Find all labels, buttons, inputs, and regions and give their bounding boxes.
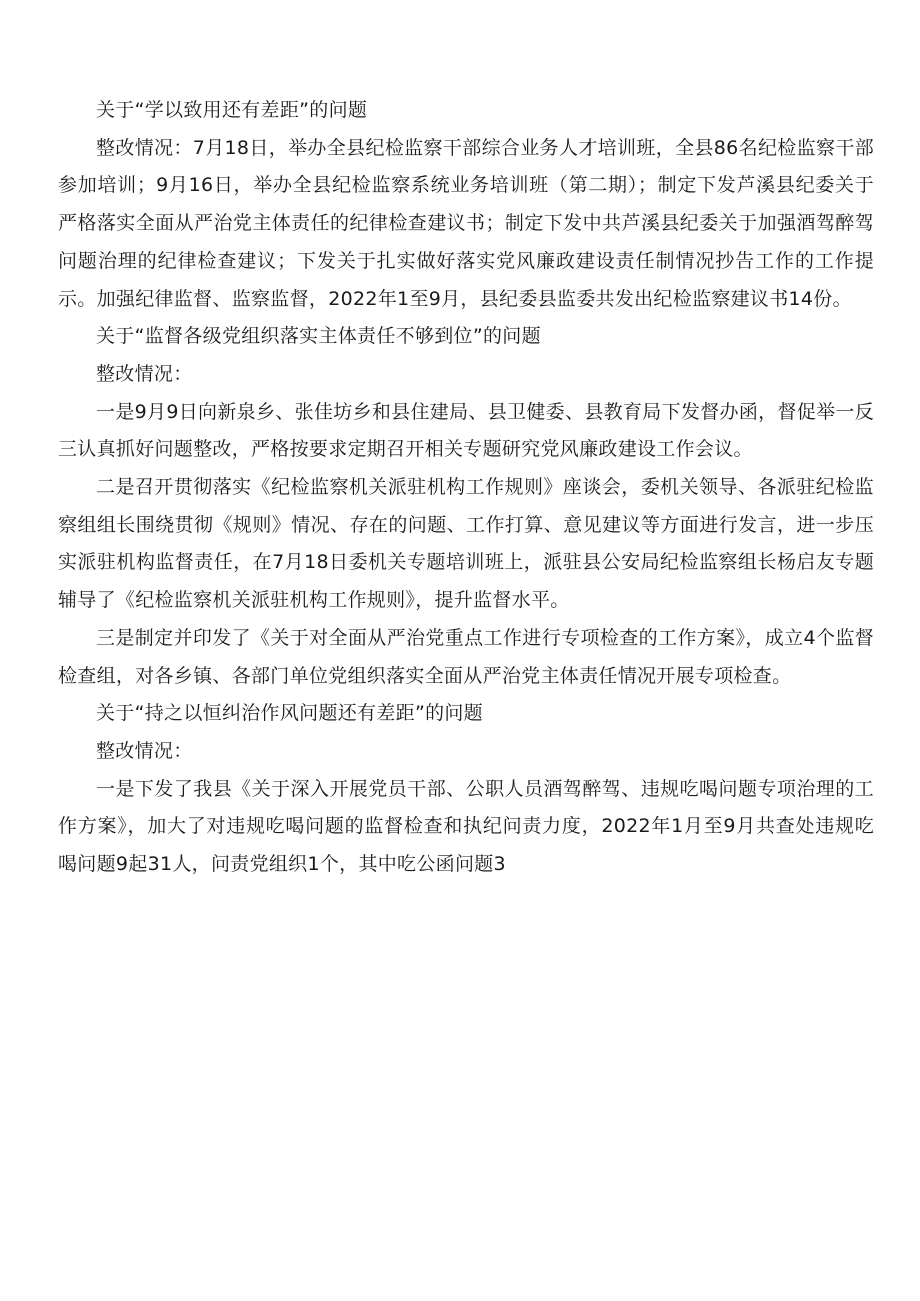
body-paragraph-2: 整改情况： — [96, 362, 193, 385]
body-paragraph-1: 整改情况：7月18日，举办全县纪检监察干部综合业务人才培训班，全县86名纪检监察干部参加培训；9月16日，举办全县纪检监察系统业务培训班（第二期）；制定下发芦溪县纪委关于严格落实全面从严治党主体责任的纪律检查建议书；制定下发中共芦溪县纪委关于加强酒驾醉驾问题治理的纪律检查建议；下发关于扎实做好落实党风廉政建设责任制情况抄告工作的工作提示。加强纪律监督、监察监督，2022年1至9月，县纪委县监委共发出纪检监察建议书14份。 — [58, 136, 874, 310]
body-paragraph-7: 一是下发了我县《关于深入开展党员干部、公职人员酒驾醉驾、违规吃喝问题专项治理的工作方案》，加大了对违规吃喝问题的监督检查和执纪问责力度，2022年1月至9月共查处违规吃喝问题9起31人，问责党组织1个，其中吃公函问题3 — [58, 777, 874, 876]
body-paragraph-5: 三是制定并印发了《关于对全面从严治党重点工作进行专项检查的工作方案》，成立4个监督检查组，对各乡镇、各部门单位党组织落实全面从严治党主体责任情况开展专项检查。 — [58, 626, 874, 687]
body-paragraph-3: 一是9月9日向新泉乡、张佳坊乡和县住建局、县卫健委、县教育局下发督办函，督促举一反三认真抓好问题整改，严格按要求定期召开相关专题研究党风廉政建设工作会议。 — [58, 400, 874, 461]
heading-paragraph-1: 关于“学以致用还有差距”的问题 — [96, 99, 368, 121]
heading-paragraph-2: 关于“监督各级党组织落实主体责任不够到位”的问题 — [96, 325, 541, 348]
body-paragraph-4: 二是召开贯彻落实《纪检监察机关派驻机构工作规则》座谈会，委机关领导、各派驻纪检监察组组长围绕贯彻《规则》情况、存在的问题、工作打算、意见建议等方面进行发言，进一步压实派驻机构监督责任，在7月18日委机关专题培训班上，派驻县公安局纪检监察组长杨启友专题辅导了《纪检监察机关派驻机构工作规则》，提升监督水平。 — [58, 476, 874, 612]
heading-paragraph-3: 关于“持之以恒纠治作风问题还有差距”的问题 — [96, 702, 483, 725]
body-paragraph-6: 整改情况： — [96, 739, 193, 762]
